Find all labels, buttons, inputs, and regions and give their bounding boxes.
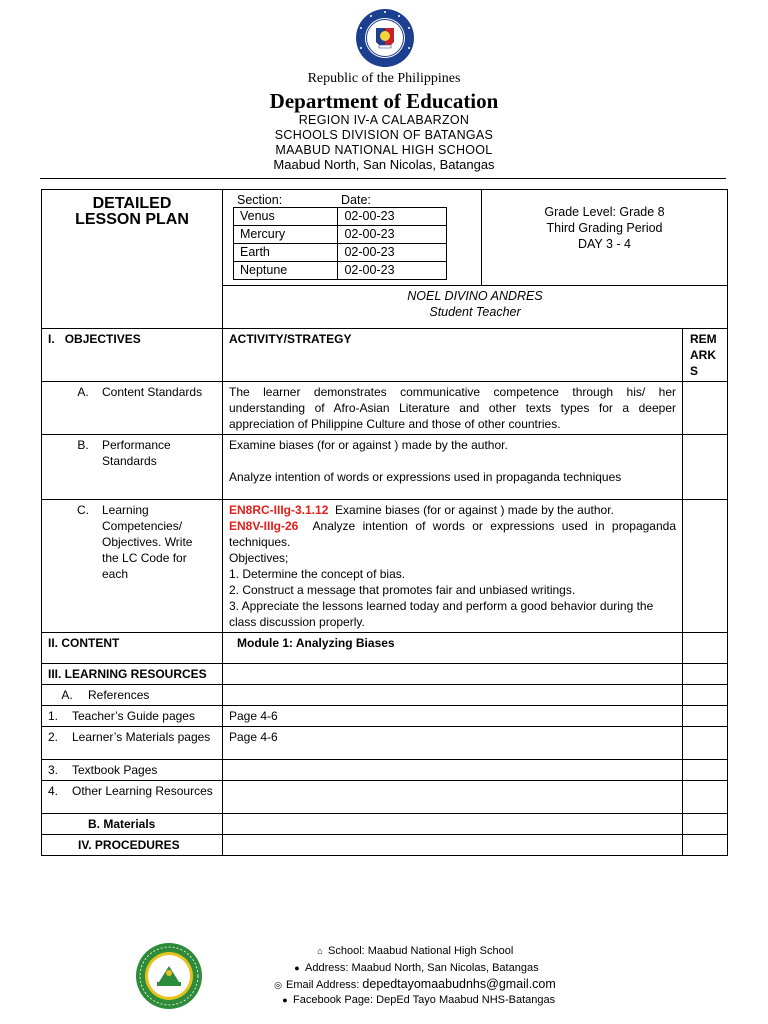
date-label: Date: xyxy=(341,193,371,207)
header-divider xyxy=(40,178,726,179)
resource-item-value: Page 4-6 xyxy=(223,727,683,760)
resource-item-label-cell xyxy=(42,706,223,727)
remarks-cell xyxy=(683,664,728,685)
section-date: 02-00-23 xyxy=(338,262,447,280)
performance-standards-letter: B. xyxy=(77,438,89,452)
objective-item: 1. Determine the concept of bias. xyxy=(229,567,406,581)
references-row xyxy=(42,685,728,706)
grade-info-cell xyxy=(482,190,728,286)
lesson-plan-table xyxy=(41,189,728,856)
performance-standards-text-2: Analyze intention of words or expressions used in propaganda techniques xyxy=(229,470,622,484)
section-table xyxy=(233,207,447,280)
remarks-cell xyxy=(683,435,728,500)
section-row xyxy=(234,262,447,280)
competencies-row xyxy=(42,500,728,633)
resource-item-label: Textbook Pages xyxy=(72,763,158,777)
department-heading: Department of Education xyxy=(269,89,499,113)
section-row xyxy=(234,244,447,262)
remarks-cell xyxy=(683,500,728,633)
empty-cell xyxy=(223,685,683,706)
section-label: Section: xyxy=(237,193,283,207)
performance-standards-text-1: Examine biases (for or against ) made by the author. xyxy=(229,438,508,452)
resource-item-value: Page 4-6 xyxy=(223,706,683,727)
grade-level: Grade Level: Grade 8 xyxy=(544,205,665,219)
content-standards-label: Content Standards xyxy=(102,385,203,399)
location-pin-icon: ● xyxy=(294,963,300,973)
references-label: References xyxy=(88,688,150,702)
competencies-label-1: Learning xyxy=(102,503,149,517)
section-row xyxy=(234,226,447,244)
lc-code-2: EN8V-IIIg-26 xyxy=(229,519,299,533)
dlp-title-cell xyxy=(42,190,223,329)
teacher-name: NOEL DIVINO ANDRES xyxy=(407,289,543,303)
empty-cell xyxy=(223,664,683,685)
remarks-cell xyxy=(683,382,728,435)
remarks-cell xyxy=(683,706,728,727)
teacher-role: Student Teacher xyxy=(429,305,521,319)
footer-school xyxy=(315,944,513,958)
resource-item-value xyxy=(223,760,683,781)
section-name: Venus xyxy=(234,208,338,226)
objectives-label: Objectives; xyxy=(229,551,289,565)
footer-school-text: School: Maabud National High School xyxy=(328,945,514,957)
section-name: Earth xyxy=(234,244,338,262)
performance-standards-row xyxy=(42,435,728,500)
module-title: Module 1: Analyzing Biases xyxy=(223,633,683,664)
dlp-title-line1: DETAILED xyxy=(92,195,172,212)
resources-heading-row xyxy=(42,664,728,685)
remarks-cell xyxy=(683,781,728,814)
remarks-cell xyxy=(683,727,728,760)
remarks-cell xyxy=(683,685,728,706)
content-standards-text: The learner demonstrates communicative competence through his/ her understanding of Afro-Asian Literature and other texts types for a deeper appreciation of Philippine Culture and those of other countries. xyxy=(223,382,683,435)
footer-facebook-text: Facebook Page: DepEd Tayo Maabud NHS-Batangas xyxy=(293,994,556,1006)
remarks-cell xyxy=(683,814,728,835)
references-cell xyxy=(42,685,223,706)
remarks-heading xyxy=(683,329,728,382)
content-standards-row xyxy=(42,382,728,435)
remarks-heading-2: ARK xyxy=(690,348,716,362)
section-date: 02-00-23 xyxy=(338,208,447,226)
footer-facebook xyxy=(280,993,555,1007)
section-date-cell xyxy=(223,190,482,286)
resources-heading: III. LEARNING RESOURCES xyxy=(42,664,223,685)
content-heading: II. CONTENT xyxy=(42,633,223,664)
footer-email-link[interactable]: depedtayomaabudnhs@gmail.com xyxy=(362,977,556,991)
teacher-cell xyxy=(223,286,728,329)
competencies-label-3: Objectives. Write xyxy=(102,535,193,549)
remarks-cell xyxy=(683,760,728,781)
content-row xyxy=(42,633,728,664)
competencies-letter: C. xyxy=(77,503,89,517)
school-logo xyxy=(135,942,203,1010)
content-standards-label-cell xyxy=(42,382,223,435)
materials-label: B. Materials xyxy=(42,814,223,835)
resource-item-num: 1. xyxy=(48,709,59,723)
footer-email-label: Email Address: xyxy=(286,979,363,991)
resource-item-label-cell xyxy=(42,781,223,814)
republic-heading: Republic of the Philippines xyxy=(307,71,461,86)
resource-item-label: Learner’s Materials pages xyxy=(72,730,211,744)
remarks-cell xyxy=(683,835,728,856)
email-icon: ◎ xyxy=(274,980,282,990)
division-heading: SCHOOLS DIVISION OF BATANGAS xyxy=(274,128,494,142)
resource-item-num: 4. xyxy=(48,784,59,798)
lc-code-1-text: Examine biases (for or against ) made by the author. xyxy=(335,503,614,517)
resource-item-label: Other Learning Resources xyxy=(72,784,213,798)
performance-standards-label-1: Performance xyxy=(102,438,171,452)
procedures-label: IV. PROCEDURES xyxy=(42,835,223,856)
objectives-header-row xyxy=(42,329,728,382)
section-name: Mercury xyxy=(234,226,338,244)
objectives-heading-label: OBJECTIVES xyxy=(64,332,141,346)
objective-item: 3. Appreciate the lessons learned today and perform a good behavior during the class discussion properly. xyxy=(229,599,654,629)
footer-address xyxy=(292,961,539,975)
resource-item-label-cell xyxy=(42,760,223,781)
performance-standards-label-cell xyxy=(42,435,223,500)
competencies-label-cell xyxy=(42,500,223,633)
materials-row xyxy=(42,814,728,835)
footer-email xyxy=(273,977,556,992)
competencies-label-2: Competencies/ xyxy=(102,519,183,533)
lc-code-1: EN8RC-IIIg-3.1.12 xyxy=(229,503,329,517)
objectives-heading-num: I. xyxy=(48,332,55,346)
resource-item-value xyxy=(223,781,683,814)
references-letter: A. xyxy=(61,688,73,702)
competencies-label-4: the LC Code for each xyxy=(102,551,187,581)
school-address: Maabud North, San Nicolas, Batangas xyxy=(273,157,495,172)
remarks-cell xyxy=(683,633,728,664)
remarks-heading-1: REM xyxy=(690,332,717,346)
content-standards-letter: A. xyxy=(77,385,89,399)
resource-item-label-cell xyxy=(42,727,223,760)
grading-period: Third Grading Period xyxy=(546,221,663,235)
day-label: DAY 3 - 4 xyxy=(577,237,632,251)
activity-heading: ACTIVITY/STRATEGY xyxy=(223,329,683,382)
resource-item-num: 3. xyxy=(48,763,59,777)
remarks-heading-3: S xyxy=(690,364,699,378)
resource-item-row xyxy=(42,781,728,814)
deped-seal-logo xyxy=(355,8,415,68)
section-date: 02-00-23 xyxy=(338,244,447,262)
resource-item-row xyxy=(42,727,728,760)
objectives-heading xyxy=(42,329,223,382)
plan-header-row xyxy=(42,190,728,286)
section-name: Neptune xyxy=(234,262,338,280)
lc-code-2-text: Analyze intention of words or expressions used in propaganda techniques. xyxy=(229,519,676,549)
resource-item-row xyxy=(42,760,728,781)
region-heading: REGION IV-A CALABARZON xyxy=(298,113,470,127)
school-heading: MAABUD NATIONAL HIGH SCHOOL xyxy=(275,143,493,157)
competencies-text-cell xyxy=(223,500,683,633)
dlp-title-line2: LESSON PLAN xyxy=(75,211,189,228)
resource-item-row xyxy=(42,706,728,727)
section-date: 02-00-23 xyxy=(338,226,447,244)
performance-standards-text-cell xyxy=(223,435,683,500)
empty-cell xyxy=(223,835,683,856)
school-icon: ⌂ xyxy=(317,946,323,956)
empty-cell xyxy=(223,814,683,835)
performance-standards-label-2: Standards xyxy=(102,454,157,468)
resource-item-label: Teacher’s Guide pages xyxy=(72,709,195,723)
section-row xyxy=(234,208,447,226)
resource-item-num: 2. xyxy=(48,730,59,744)
footer-address-text: Address: Maabud North, San Nicolas, Batangas xyxy=(305,962,539,974)
facebook-icon: ● xyxy=(282,995,288,1005)
procedures-row xyxy=(42,835,728,856)
objective-item: 2. Construct a message that promotes fair and unbiased writings. xyxy=(229,583,576,597)
